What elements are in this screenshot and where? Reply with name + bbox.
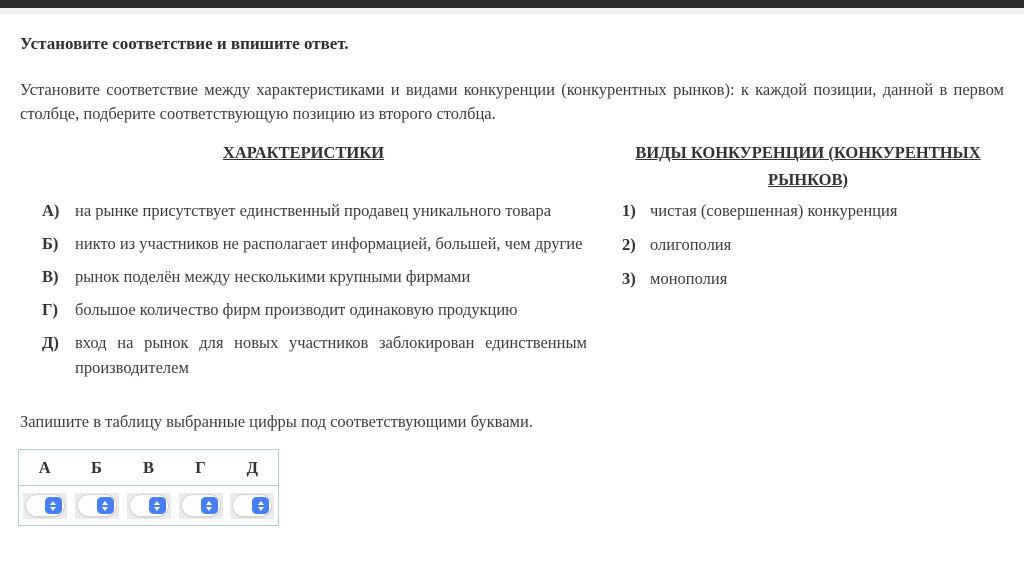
- answer-table-input-row: [19, 486, 279, 526]
- item-label-g: Г): [42, 300, 58, 319]
- list-item: [20, 264, 587, 289]
- item-label-v: В): [42, 267, 59, 286]
- select-cell: [23, 493, 67, 519]
- select-arrows-icon: [45, 497, 62, 514]
- answer-col-header-v: В: [123, 450, 175, 486]
- select-arrows-icon: [149, 497, 166, 514]
- answer-col-header-b: Б: [71, 450, 123, 486]
- competition-types-header: ВИДЫ КОНКУРЕНЦИИ (КОНКУРЕНТНЫХ РЫНКОВ): [635, 143, 981, 189]
- item-label-b: Б): [42, 234, 59, 253]
- item-text: большое количество фирм производит одинаковую продукцию: [75, 300, 518, 319]
- list-item: [20, 330, 587, 380]
- question-page: [0, 14, 1024, 566]
- characteristics-list: [20, 198, 587, 380]
- answer-instruction: Запишите в таблицу выбранные цифры под соответствующими буквами.: [20, 412, 533, 431]
- select-cell: [179, 493, 223, 519]
- answer-select-b[interactable]: [78, 495, 116, 516]
- list-item: [612, 198, 1004, 223]
- item-label-a: А): [42, 201, 60, 220]
- task-instruction: Установите соответствие между характеристиками и видами конкуренции (конкурентных рынков): к каждой позиции, данной в первом столбце, подберите соответствующую позицию из второго столбца.: [20, 80, 1004, 123]
- answer-col-header-g: Г: [175, 450, 227, 486]
- item-text: рынок поделён между несколькими крупными фирмами: [75, 267, 471, 286]
- matching-columns: [20, 139, 1004, 388]
- answer-select-a[interactable]: [26, 495, 64, 516]
- answer-cell-v: [123, 486, 175, 526]
- answer-table: [18, 449, 279, 526]
- characteristics-column: [20, 139, 587, 388]
- list-item: [612, 232, 1004, 257]
- page-title: Установите соответствие и впишите ответ.: [20, 34, 349, 53]
- list-item: [20, 297, 587, 322]
- answer-select-d[interactable]: [233, 495, 271, 516]
- competition-types-list: [612, 198, 1004, 291]
- answer-col-header-a: А: [19, 450, 71, 486]
- select-cell: [127, 493, 171, 519]
- select-arrows-icon: [252, 497, 269, 514]
- item-label-2: 2): [622, 235, 636, 254]
- list-item: [20, 198, 587, 223]
- answer-select-v[interactable]: [130, 495, 168, 516]
- answer-col-header-d: Д: [227, 450, 279, 486]
- list-item: [612, 266, 1004, 291]
- select-arrows-icon: [201, 497, 218, 514]
- top-bar: [0, 0, 1024, 8]
- select-cell: [230, 493, 274, 519]
- item-text: монополия: [650, 269, 728, 288]
- item-text: никто из участников не располагает информацией, большей, чем другие: [75, 234, 583, 253]
- item-label-1: 1): [622, 201, 636, 220]
- competition-types-column: [612, 139, 1004, 388]
- answer-cell-g: [175, 486, 227, 526]
- select-cell: [75, 493, 119, 519]
- item-text: на рынке присутствует единственный продавец уникального товара: [75, 201, 552, 220]
- item-label-3: 3): [622, 269, 636, 288]
- item-text: олигополия: [650, 235, 732, 254]
- select-arrows-icon: [97, 497, 114, 514]
- answer-table-header-row: [19, 450, 279, 486]
- answer-cell-d: [227, 486, 279, 526]
- item-text: чистая (совершенная) конкуренция: [650, 201, 898, 220]
- characteristics-header: ХАРАКТЕРИСТИКИ: [222, 143, 385, 162]
- item-text: вход на рынок для новых участников заблокирован единственным производителем: [75, 333, 587, 377]
- answer-cell-a: [19, 486, 71, 526]
- item-label-d: Д): [42, 333, 59, 352]
- list-item: [20, 231, 587, 256]
- answer-select-g[interactable]: [182, 495, 220, 516]
- answer-cell-b: [71, 486, 123, 526]
